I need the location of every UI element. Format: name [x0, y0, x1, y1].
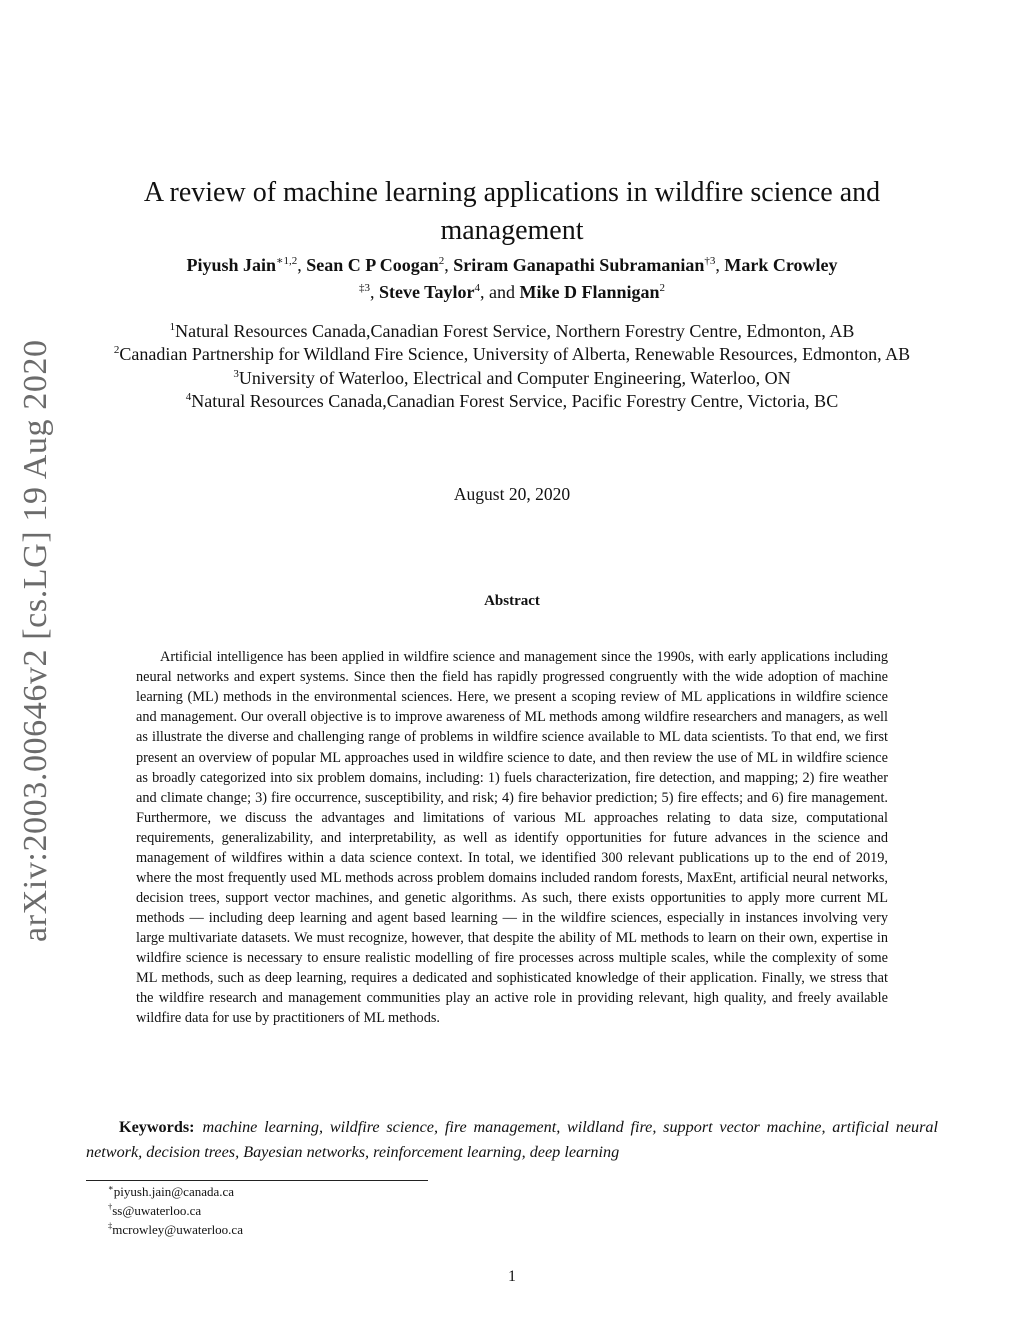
affiliation-item — [86, 343, 938, 366]
author-name: Steve Taylor — [378, 282, 475, 302]
author-connector: and — [488, 282, 515, 302]
publication-date: August 20, 2020 — [453, 484, 571, 504]
affiliation-mark: 1 — [169, 321, 176, 333]
author-name: Mark Crowley — [724, 255, 838, 275]
author-name: Sriram Ganapathi Subramanian — [453, 255, 705, 275]
footnote-item — [108, 1220, 608, 1239]
affiliation-list — [86, 320, 938, 413]
footnote-mark: ‡ — [108, 1220, 113, 1231]
affiliation-text: University of Waterloo, Electrical and Computer Engineering, Waterloo, ON — [238, 367, 791, 388]
author-affiliation-mark: 2 — [659, 282, 666, 294]
affiliation-mark: 2 — [113, 344, 120, 357]
footnote-email: ss@uwaterloo.ca — [112, 1203, 202, 1218]
keywords-label: Keywords: — [119, 1118, 195, 1136]
keywords-list: machine learning, wildfire science, fire management, wildland fire, support vector machine, artificial neural network, decision trees, Bayesian networks, reinforcement learning, deep learning — [86, 1118, 938, 1161]
author-name: Sean C P Coogan — [306, 255, 439, 275]
paper-title: A review of machine learning applications in wildfire science and management — [143, 176, 881, 246]
author-affiliation-mark: †3 — [704, 255, 716, 267]
author-affiliation-mark: 4 — [474, 282, 480, 294]
footnote-mark: ∗ — [108, 1182, 114, 1193]
footnote-email: piyush.jain@canada.ca — [113, 1184, 235, 1199]
footnote-divider — [86, 1180, 428, 1181]
page-number: 1 — [508, 1268, 516, 1285]
affiliation-text: Natural Resources Canada,Canadian Forest Service, Pacific Forestry Centre, Victoria, BC — [191, 390, 839, 411]
author-name: Piyush Jain — [186, 255, 277, 275]
abstract-body: Artificial intelligence has been applied in wildfire science and management since the 1990s, with early applications including neural networks and expert systems. Since then the field has rapidly progressed congruently with the wide adoption of machine learning (ML) methods in the environmental sciences. Here, we present a scoping review of ML applications in wildfire science and management. Our overall objective is to improve awareness of ML methods among wildfire researchers and managers, as well as illustrate the diverse and challenging range of problems in wildfire science available to ML data scientists. To that end, we first present an overview of popular ML approaches used in wildfire science to date, and then review the use of ML in wildfire science as broadly categorized into six problem domains, including: 1) fuels characterization, fire detection, and mapping; 2) fire weather and climate change; 3) fire occurrence, susceptibility, and risk; 4) fire behavior prediction; 5) fire effects; and 6) fire management. Furthermore, we discuss the advantages and limitations of various ML approaches relating to data size, computational requirements, generalizability, and interpretability, as well as identify opportunities for future advances in the science and management of wildfires within a data science context. In total, we identified 300 relevant publications up to the end of 2019, where the most frequently used ML methods across problem domains included random forests, MaxEnt, artificial neural networks, decision trees, support vector machines, and genetic algorithms. As such, there exists opportunities to apply more current ML methods — including deep learning and agent based learning — in the wildfire sciences, especially in instances involving very large multivariate datasets. We must recognize, however, that despite the ability of ML methods to learn on their own, expertise in wildfire science is necessary to ensure realistic modelling of fire processes across multiple scales, while the complexity of some ML methods, such as deep learning, requires a dedicated and sophisticated knowledge of their application. Finally, we stress that the wildfire research and management communities play an active role in providing relevant, high quality, and freely available wildfire data for use by practitioners of ML methods. — [136, 649, 888, 1027]
footnote-email: mcrowley@uwaterloo.ca — [112, 1222, 243, 1237]
affiliation-mark: 3 — [233, 367, 239, 380]
abstract-heading: Abstract — [484, 593, 540, 609]
affiliation-item — [86, 390, 938, 413]
affiliation-item — [86, 367, 938, 390]
author-affiliation-mark: ∗1,2 — [276, 255, 298, 267]
keywords-section — [86, 1115, 938, 1165]
footnote-item — [108, 1201, 608, 1220]
author-affiliation-mark: ‡3 — [358, 282, 370, 294]
affiliation-item — [86, 320, 938, 343]
affiliation-mark: 4 — [185, 390, 192, 403]
footnote-mark: † — [108, 1201, 113, 1212]
affiliation-text: Canadian Partnership for Wildland Fire Science, University of Alberta, Renewable Resources, Edmonton, AB — [119, 344, 911, 365]
arxiv-identifier-stamp: arXiv:2003.00646v2 [cs.LG] 19 Aug 2020 — [17, 339, 54, 942]
footnote-item — [108, 1182, 608, 1201]
author-list: Piyush Jain$^{∗1,2}$, Sean C P Coogan$^2$, Sriram Ganapathi Subramanian$^{\dagger 3}$, Mark Crowley $^{\ddagger 3}$, Steve Taylor$^4$, and Mike D Flannigan$^2$ — [186, 255, 838, 302]
author-name: Mike D Flannigan — [519, 282, 660, 302]
affiliation-text: Natural Resources Canada,Canadian Forest Service, Northern Forestry Centre, Edmonton, AB — [175, 321, 855, 341]
author-affiliation-mark: 2 — [438, 255, 445, 267]
footnote-list — [108, 1182, 608, 1239]
